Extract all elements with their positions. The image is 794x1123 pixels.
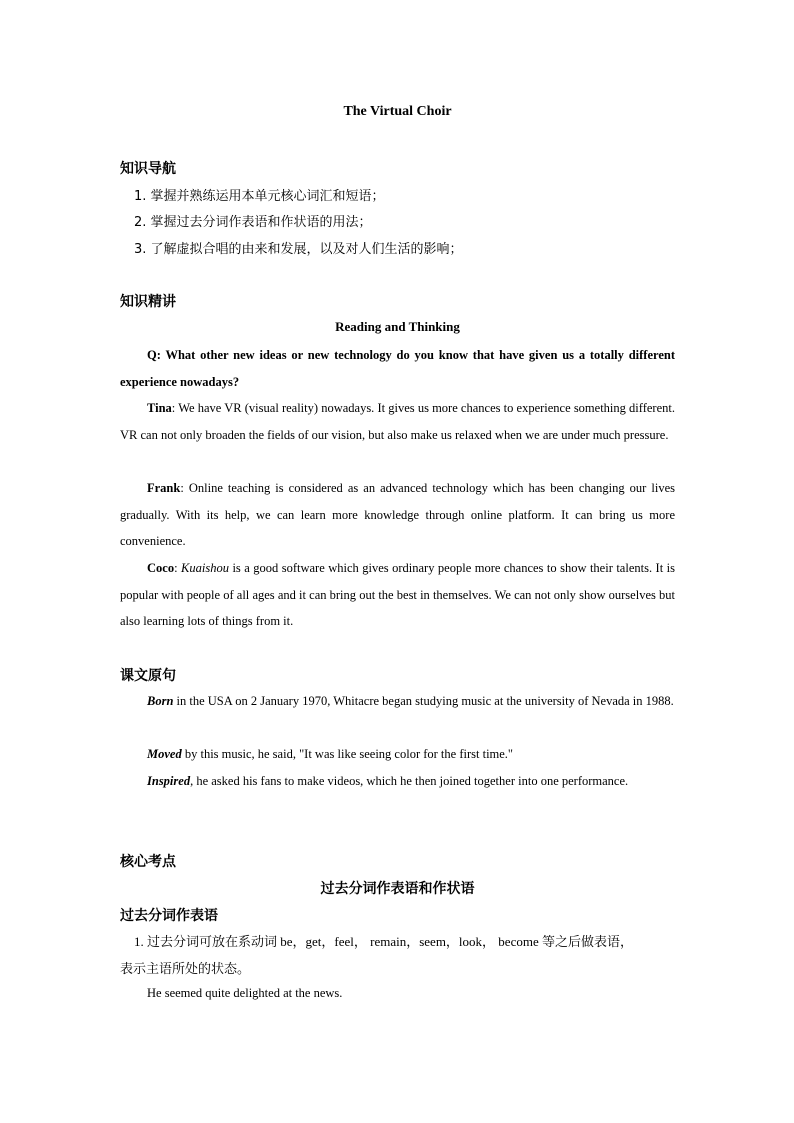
speaker-name: Tina <box>147 401 172 415</box>
speaker-text: : Online teaching is considered as an advanced technology which has been changing our lives gradually. With its help, we can learn more knowledge through online platform. It can bring us more convenience. <box>120 481 675 548</box>
sentence-text: in the USA on 2 January 1970, Whitacre began studying music at the university of Nevada in 1988. <box>173 694 674 708</box>
example-sentence: He seemed quite delighted at the news. <box>147 986 343 1000</box>
app-name: Kuaishou <box>181 561 229 575</box>
rule-line-1: 1. 过去分词可放在系动词 be，get，feel， remain，seem，look， become 等之后做表语， <box>134 934 633 949</box>
list-item: 2. 掌握过去分词作表语和作状语的用法； <box>134 215 372 230</box>
rule-line-2: 表示主语所处的状态。 <box>120 962 251 977</box>
speaker-name: Coco <box>147 561 175 575</box>
highlight-word: Moved <box>147 747 182 761</box>
subheading-predicative: 过去分词作表语 <box>120 908 218 924</box>
separator: : <box>174 561 182 575</box>
list-item: 3. 了解虚拟合唱的由来和发展，以及对人们生活的影响； <box>134 242 463 257</box>
subheading-reading-thinking: Reading and Thinking <box>335 319 460 334</box>
list-item: 1. 掌握并熟练运用本单元核心词汇和短语； <box>134 189 385 204</box>
document-title: The Virtual Choir <box>343 104 452 119</box>
section-heading-knowledge-explanation: 知识精讲 <box>120 294 176 310</box>
speaker-text: : We have VR (visual reality) nowadays. It gives us more chances to experience something different. VR can not only broaden the fields of our vision, but also make us relaxed when we are under much pressure. <box>120 401 675 442</box>
tina-paragraph <box>120 395 675 448</box>
section-heading-core-points: 核心考点 <box>120 854 176 870</box>
speaker-text: is a good software which gives ordinary people more chances to show their talents. It is popular with people of all ages and it can bring out the best in themselves. We can not only show ourselves but also learning lots of things from it. <box>120 561 675 628</box>
speaker-name: Frank <box>147 481 181 495</box>
sentence-2 <box>120 741 675 768</box>
frank-paragraph <box>120 475 675 555</box>
question-text: What other new ideas or new technology do you know that have given us a totally different experience nowadays? <box>120 348 675 389</box>
question-label: Q: <box>147 348 166 362</box>
section-heading-original-sentences: 课文原句 <box>120 668 176 684</box>
coco-paragraph <box>120 555 675 635</box>
question-paragraph <box>120 342 675 395</box>
sentence-1 <box>120 688 675 715</box>
highlight-word: Inspired <box>147 774 191 788</box>
highlight-word: Born <box>147 694 174 708</box>
sentence-3 <box>120 768 675 795</box>
subheading-past-participle: 过去分词作表语和作状语 <box>320 881 475 897</box>
sentence-text: , he asked his fans to make videos, which he then joined together into one performance. <box>190 774 629 788</box>
section-heading-knowledge-navigation: 知识导航 <box>120 161 176 177</box>
sentence-text: by this music, he said, "It was like seeing color for the first time." <box>181 747 514 761</box>
